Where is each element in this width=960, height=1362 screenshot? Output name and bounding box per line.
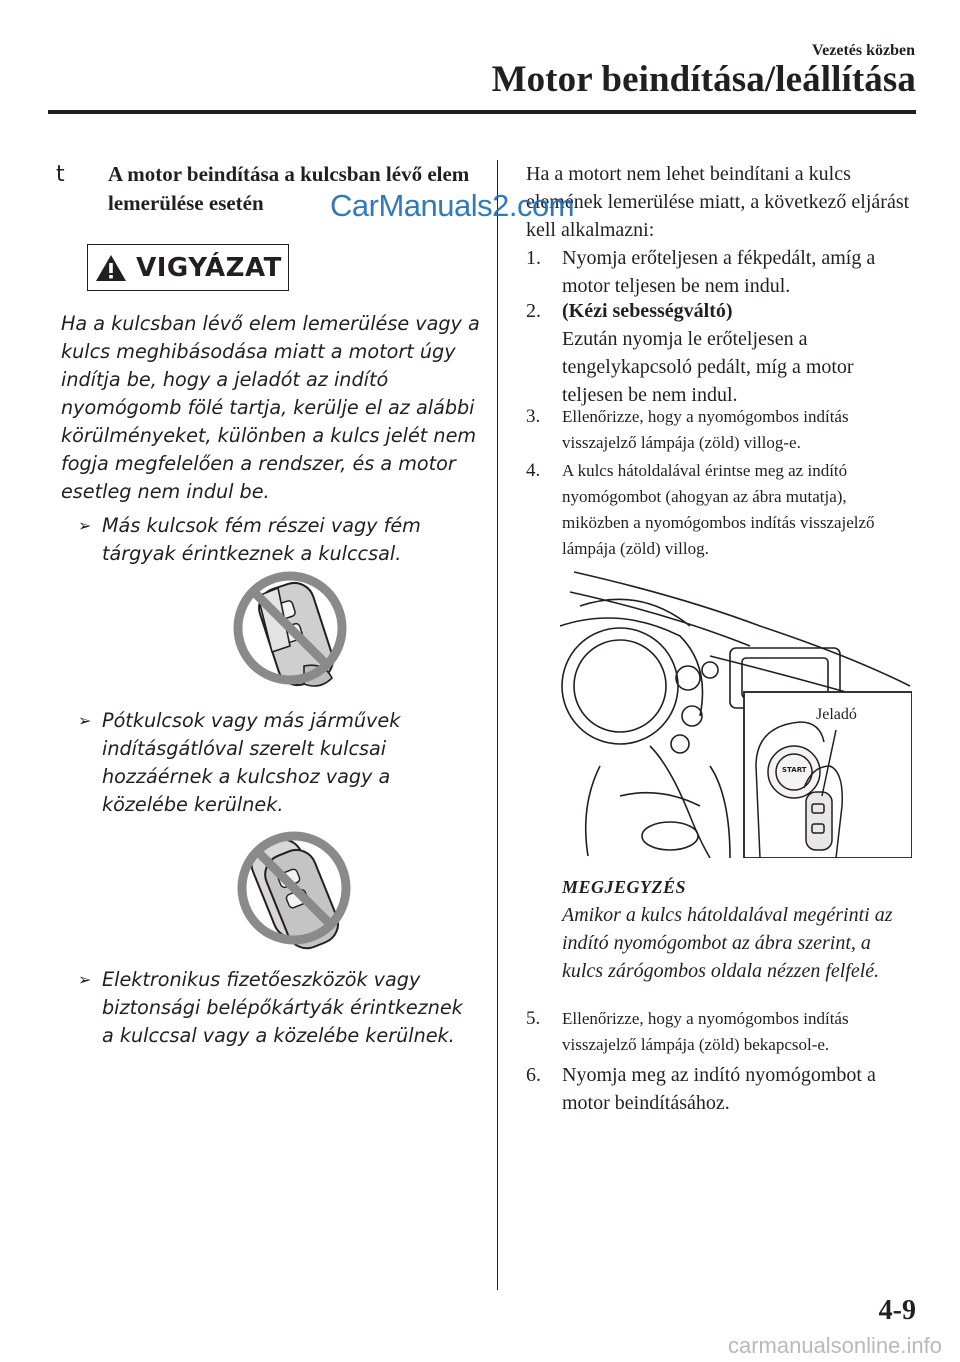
warning-item	[78, 966, 478, 1050]
prohibited-keys-illustration	[228, 566, 348, 698]
column-divider	[497, 160, 498, 1290]
figure-label: Jeladó	[816, 706, 857, 723]
arrow-right-icon: ➢	[78, 970, 92, 989]
warning-body: Ha a kulcsban lévő elem lemerülése vagy a kulcs meghibásodása miatt a motort úgy indítja be, hogy a jeladót az indító nyomógomb fölé tartja, kerülje el az alábbi körülményeket, különben a kulcs jelét nem fogja megfelelően a rendszer, és a motor esetleg nem indul be.	[61, 312, 480, 503]
step-item	[526, 458, 916, 562]
step-number: 5.	[526, 1008, 541, 1029]
arrow-right-icon: ➢	[78, 711, 92, 730]
note-title: MEGJEGYZÉS	[562, 877, 687, 897]
step-item	[526, 244, 916, 300]
start-button-figure	[560, 566, 912, 858]
step-item	[526, 297, 916, 409]
warning-title: VIGYÁZAT	[136, 252, 282, 283]
note-block	[562, 873, 916, 985]
step-text: A kulcs hátoldalával érintse meg az indító nyomógombot (ahogyan az ábra mutatja), miközben a nyomógombos indítás visszajelző lámpája (zöld) villog.	[562, 461, 875, 558]
warning-item-text: Pótkulcsok vagy más járművek indításgátlóval szerelt kulcsai hozzáérnek a kulcshoz vagy a közelébe kerülnek.	[102, 709, 401, 816]
step-text: Ezután nyomja le erőteljesen a tengelykapcsoló pedált, míg a motor teljesen be nem indul.	[562, 328, 854, 406]
step-number: 2.	[526, 300, 541, 322]
step-item	[526, 404, 916, 456]
arrow-right-icon: ➢	[78, 516, 92, 535]
header-rule	[48, 110, 916, 114]
watermark-bottom: carmanualsonline.info	[727, 1333, 942, 1358]
step-number: 4.	[526, 460, 541, 481]
step-text: Nyomja meg az indító nyomógombot a motor beindításához.	[562, 1064, 876, 1114]
step-text: Ellenőrizze, hogy a nyomógombos indítás visszajelző lámpája (zöld) villog-e.	[562, 407, 849, 452]
step-item	[526, 1061, 916, 1117]
step-number: 1.	[526, 247, 541, 269]
prohibited-two-keys-illustration	[232, 824, 352, 956]
warning-item-text: Elektronikus fizetőeszközök vagy biztonsági belépőkártyák érintkeznek a kulccsal vagy a közelébe kerülnek.	[102, 968, 463, 1047]
warning-item-text: Más kulcsok fém részei vagy fém tárgyak érintkeznek a kulccsal.	[102, 514, 421, 565]
heading-bullet: t	[56, 162, 65, 187]
warning-triangle-icon	[94, 253, 128, 283]
step-number: 6.	[526, 1064, 541, 1086]
warning-item	[78, 512, 478, 568]
step-text: Ellenőrizze, hogy a nyomógombos indítás visszajelző lámpája (zöld) bekapcsol-e.	[562, 1009, 849, 1054]
intro-paragraph: Ha a motort nem lehet beindítani a kulcs elemének lemerülése miatt, a következő eljárást kell alkalmazni:	[526, 163, 910, 241]
step-text: Nyomja erőteljesen a fékpedált, amíg a motor teljesen be nem indul.	[562, 247, 876, 297]
step-item	[526, 1006, 916, 1058]
page-number: 4-9	[878, 1295, 916, 1326]
sub-heading: A motor beindítása a kulcsban lévő elem lemerülése esetén	[108, 162, 470, 215]
warning-item	[78, 707, 478, 819]
step-number: 3.	[526, 406, 541, 427]
warning-box	[87, 244, 289, 291]
section-title: Motor beindítása/leállítása	[491, 59, 916, 100]
section-label: Vezetés közben	[812, 42, 915, 59]
step-title: (Kézi sebességváltó)	[562, 300, 733, 322]
start-label: START	[782, 766, 807, 774]
note-body: Amikor a kulcs hátoldalával megérinti az indító nyomógombot az ábra szerint, a kulcs zárógombos oldala nézzen felfelé.	[562, 904, 893, 982]
watermark-top: CarManuals2.com	[330, 188, 575, 223]
